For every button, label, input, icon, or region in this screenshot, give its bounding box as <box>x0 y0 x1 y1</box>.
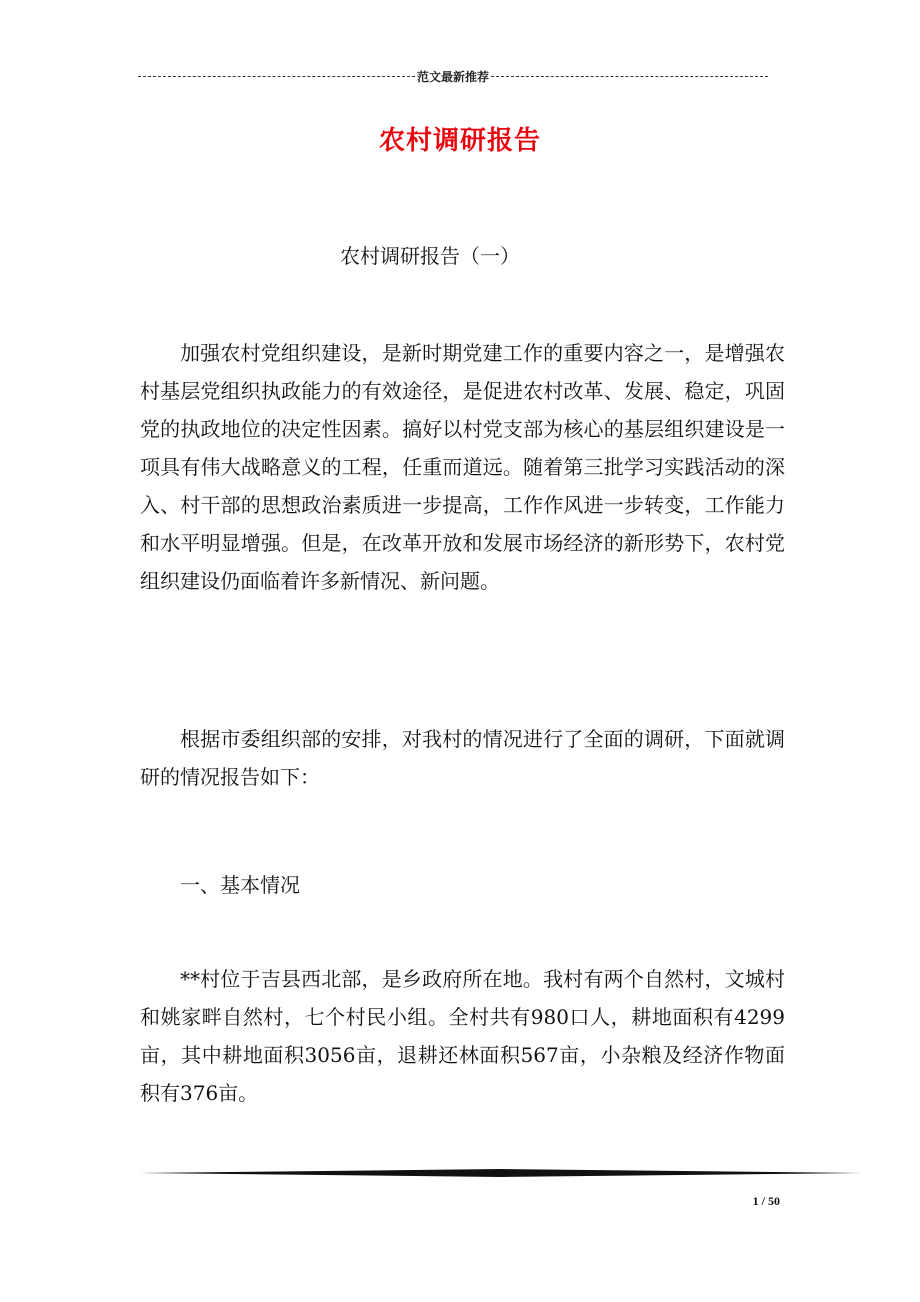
page-header <box>138 66 768 86</box>
footer-rule <box>140 1166 862 1180</box>
header-dashes-right <box>491 76 768 77</box>
paragraph-basic-info: **村位于吉县西北部，是乡政府所在地。我村有两个自然村，文城村和姚家畔自然村，七个村民小组。全村共有980口人，耕地面积有4299亩，其中耕地面积3056亩，退耕还林面积567亩，小杂粮及经济作物面积有376亩。 <box>140 967 785 1105</box>
page-number: 1 / 50 <box>752 1194 780 1208</box>
document-title: 农村调研报告 <box>378 126 541 156</box>
section-heading-basic: 一、基本情况 <box>180 873 300 897</box>
header-label: 范文最新推荐 <box>417 69 490 84</box>
header-dashes-left <box>138 76 415 77</box>
paragraph-intro: 加强农村党组织建设，是新时期党建工作的重要内容之一，是增强农村基层党组织执政能力的有效途径，是促进农村改革、发展、稳定，巩固党的执政地位的决定性因素。搞好以村党支部为核心的基层组织建设是一项具有伟大战略意义的工程，任重而道远。随着第三批学习实践活动的深入、村干部的思想政治素质进一步提高，工作作风进一步转变，工作能力和水平明显增强。但是，在改革开放和发展市场经济的新形势下，农村党组织建设仍面临着许多新情况、新问题。 <box>140 341 785 593</box>
paragraph-arrangement: 根据市委组织部的安排，对我村的情况进行了全面的调研，下面就调研的情况报告如下： <box>140 727 785 789</box>
document-subtitle: 农村调研报告（一） <box>340 244 520 268</box>
